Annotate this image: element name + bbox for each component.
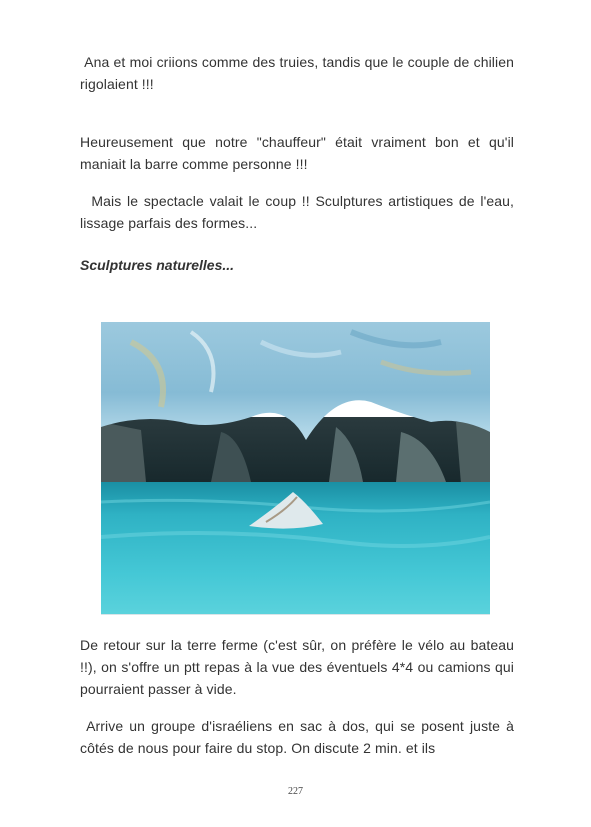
page-number: 227 [288, 786, 303, 797]
paragraph-3: Mais le spectacle valait le coup !! Sculptures artistiques de l'eau, lissage parfais des formes... [80, 193, 514, 231]
paragraph-4: De retour sur la terre ferme (c'est sûr, on préfère le vélo au bateau !!), on s'offre un ptt repas à la vue des éventuels 4*4 ou camions qui pourraient passer à vide. [80, 637, 514, 697]
paragraph-5: Arrive un groupe d'israéliens en sac à dos, qui se posent juste à côtés de nous pour faire du stop. On discute 2 min. et ils [80, 718, 514, 756]
paragraph-1: Ana et moi criions comme des truies, tandis que le couple de chilien rigolaient !!! [80, 54, 514, 92]
marble-caves-photo [101, 322, 490, 615]
paragraph-2: Heureusement que notre "chauffeur" était vraiment bon et qu'il maniait la barre comme personne !!! [80, 134, 514, 172]
section-heading: Sculptures naturelles... [80, 257, 235, 273]
